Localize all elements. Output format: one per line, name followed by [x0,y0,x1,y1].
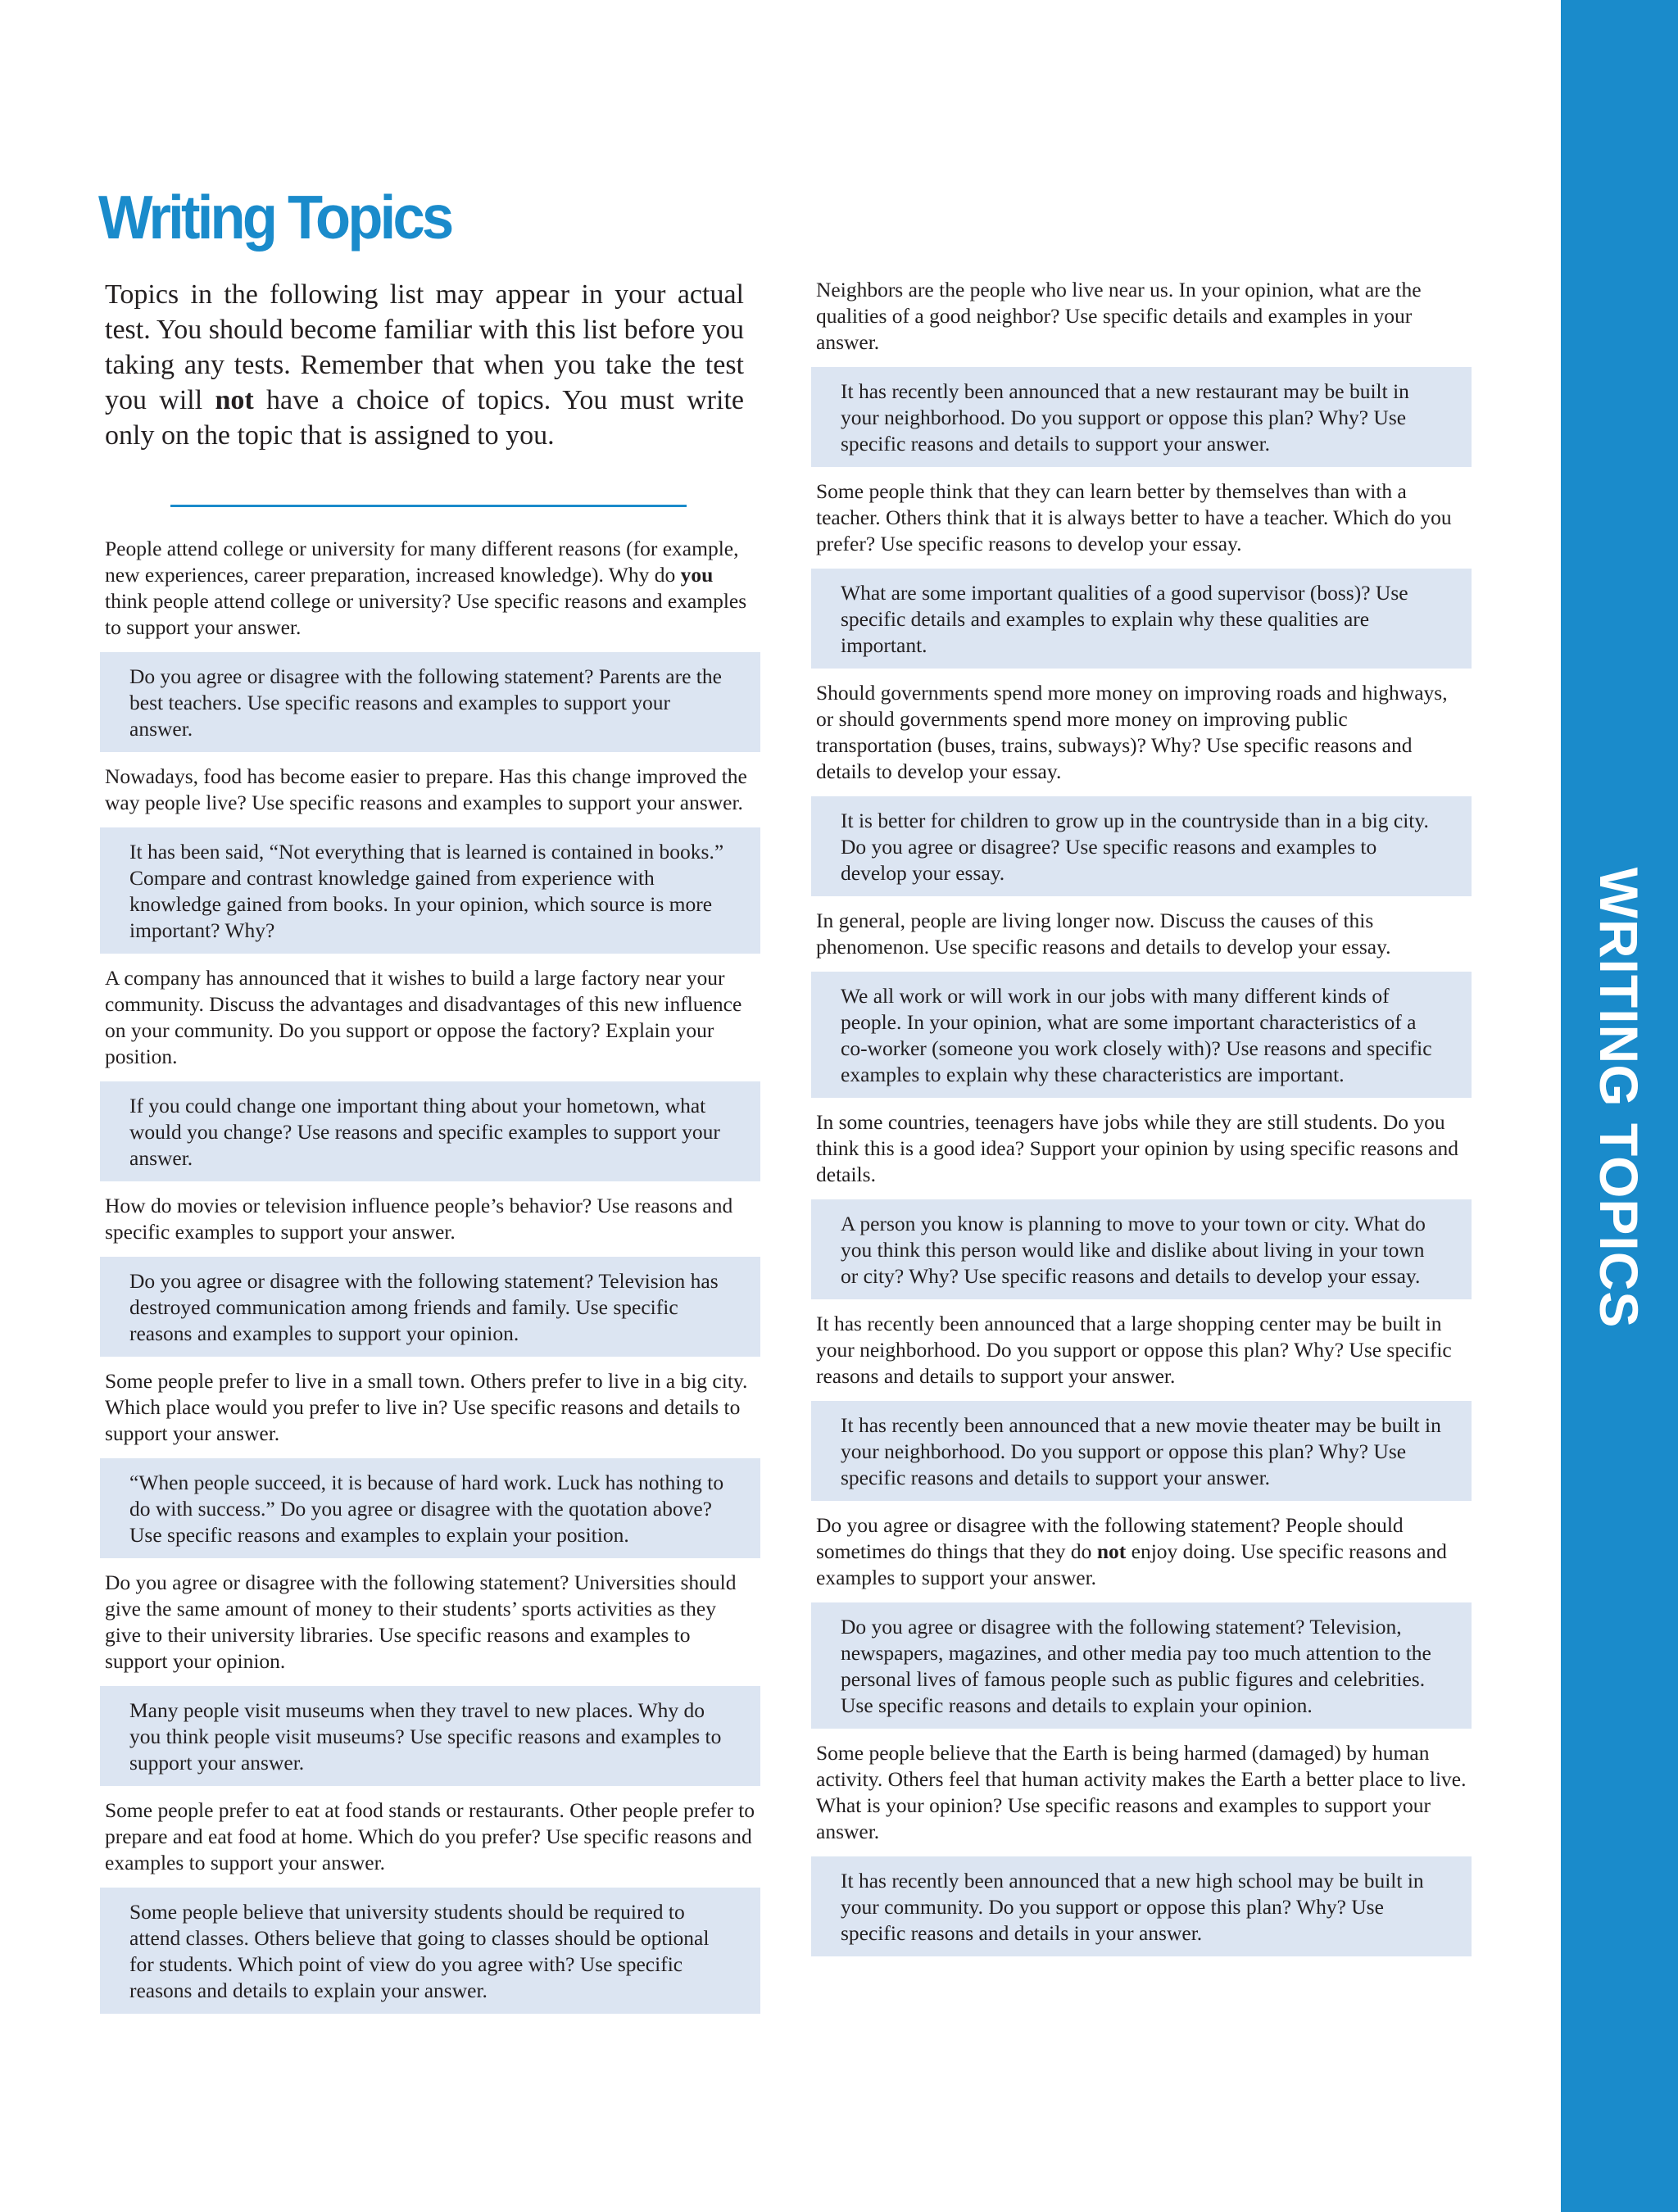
side-tab-label: WRITING TOPICS [1589,867,1649,1329]
topic-item: Some people believe that university students should be required to attend classes. Others believe that going to classes should be optional for students. Which point of view do you agree with? Use specific reasons and details to explain your answer. [100,1888,760,2014]
intro-emphasis: not [215,385,254,415]
topic-item: Nowadays, food has become easier to prepare. Has this change improved the way people live? Use specific reasons and examples to support your answer. [105,764,747,814]
topic-item: It has recently been announced that a new high school may be built in your community. Do you support or oppose this plan? Why? Use specific reasons and details in your answer. [811,1856,1472,1956]
topic-item: What are some important qualities of a good supervisor (boss)? Use specific details and examples to explain why these qualities are important. [811,569,1472,669]
topic-column-right [811,277,1472,1956]
intro-text-2: have a choice of topics. You must write only on the topic that is assigned to you. [105,385,744,451]
topic-item: Some people prefer to eat at food stands or restaurants. Other people prefer to prepare and eat food at home. Which do you prefer? Use specific reasons and examples to support your answer. [105,1798,755,1874]
topic-item: A person you know is planning to move to your town or city. What do you think this person would like and dislike about living in your town or city? Why? Use specific reasons and details to develop your essay. [811,1199,1472,1299]
topic-item: It has recently been announced that a new restaurant may be built in your neighborhood. Do you support or oppose this plan? Why? Use specific reasons and details to support your answer. [811,367,1472,467]
topic-item: Some people believe that the Earth is being harmed (damaged) by human activity. Others feel that human activity makes the Earth a better place to live. What is your opinion? Use specific reasons and examples to support your answer. [816,1741,1467,1843]
topic-item: Do you agree or disagree with the following statement? Television, newspapers, magazines, and other media pay too much attention to the personal lives of famous people such as public figures and celebrities. Use specific reasons and details to explain your opinion. [811,1602,1472,1729]
page-title: Writing Topics [98,183,451,252]
topic-item: Do you agree or disagree with the following statement? Universities should give the same amount of money to their students’ sports activities as they give to their university libraries. Use specific reasons and examples to support your opinion. [105,1571,737,1673]
section-divider [170,505,687,507]
topic-item: Do you agree or disagree with the following statement? Parents are the best teachers. Use specific reasons and examples to support your answer. [100,652,760,752]
topic-item: Do you agree or disagree with the following statement? People should sometimes do things that they do not enjoy doing. Use specific reasons and examples to support your answer. [816,1513,1447,1589]
topic-item: Neighbors are the people who live near us. In your opinion, what are the qualities of a good neighbor? Use specific details and examples in your answer. [816,278,1422,354]
topic-item: It has recently been announced that a new movie theater may be built in your neighborhood. Do you support or oppose this plan? Why? Use specific reasons and details to support your answer. [811,1401,1472,1501]
topic-item: In general, people are living longer now. Discuss the causes of this phenomenon. Use specific reasons and details to develop your essay. [816,909,1391,959]
topic-item: It has recently been announced that a large shopping center may be built in your neighborhood. Do you support or oppose this plan? Why? Use specific reasons and details to support your answer. [816,1312,1452,1388]
topic-item: Some people think that they can learn better by themselves than with a teacher. Others think that it is always better to have a teacher. Which do you prefer? Use specific reasons to develop your essay. [816,479,1452,555]
topic-item: Some people prefer to live in a small town. Others prefer to live in a big city. Which place would you prefer to live in? Use specific reasons and details to support your answer. [105,1369,748,1445]
topic-item: If you could change one important thing about your hometown, what would you change? Use reasons and specific examples to support your answer. [100,1081,760,1181]
topic-column-left [100,536,760,2014]
topic-item: We all work or will work in our jobs with many different kinds of people. In your opinion, what are some important characteristics of a co-worker (someone you work closely with)? Use reasons and specific examples to explain why these characteristics are important. [811,972,1472,1098]
topic-item: Should governments spend more money on improving roads and highways, or should governments spend more money on improving public transportation (buses, trains, subways)? Why? Use specific reasons and details to develop your essay. [816,681,1448,783]
topic-item: How do movies or television influence people’s behavior? Use reasons and specific examples to support your answer. [105,1194,733,1244]
topic-item: People attend college or university for many different reasons (for example, new experiences, career preparation, increased knowledge). Why do you think people attend college or university? Use specific reasons and examples to support your answer. [105,537,747,639]
intro-paragraph [105,277,744,453]
topic-item: It is better for children to grow up in the countryside than in a big city. Do you agree or disagree? Use specific reasons and examples to develop your essay. [811,796,1472,896]
topic-item: “When people succeed, it is because of hard work. Luck has nothing to do with success.” Do you agree or disagree with the quotation above? Use specific reasons and examples to explain your position. [100,1458,760,1558]
topic-item: Many people visit museums when they travel to new places. Why do you think people visit museums? Use specific reasons and examples to support your answer. [100,1686,760,1786]
topic-item: In some countries, teenagers have jobs while they are still students. Do you think this is a good idea? Support your opinion by using specific reasons and details. [816,1110,1459,1186]
topic-item: It has been said, “Not everything that is learned is contained in books.” Compare and contrast knowledge gained from experience with knowledge gained from books. In your opinion, which source is more important? Why? [100,827,760,954]
intro-text-1: Topics in the following list may appear in your actual test. You should become familiar with this list before you taking any tests. Remember that when you take the test you will [105,279,744,415]
topic-item: A company has announced that it wishes to build a large factory near your community. Discuss the advantages and disadvantages of this new influence on your community. Do you support or oppose the factory? Explain your position. [105,966,742,1068]
topic-item: Do you agree or disagree with the following statement? Television has destroyed communication among friends and family. Use specific reasons and examples to support your opinion. [100,1257,760,1357]
